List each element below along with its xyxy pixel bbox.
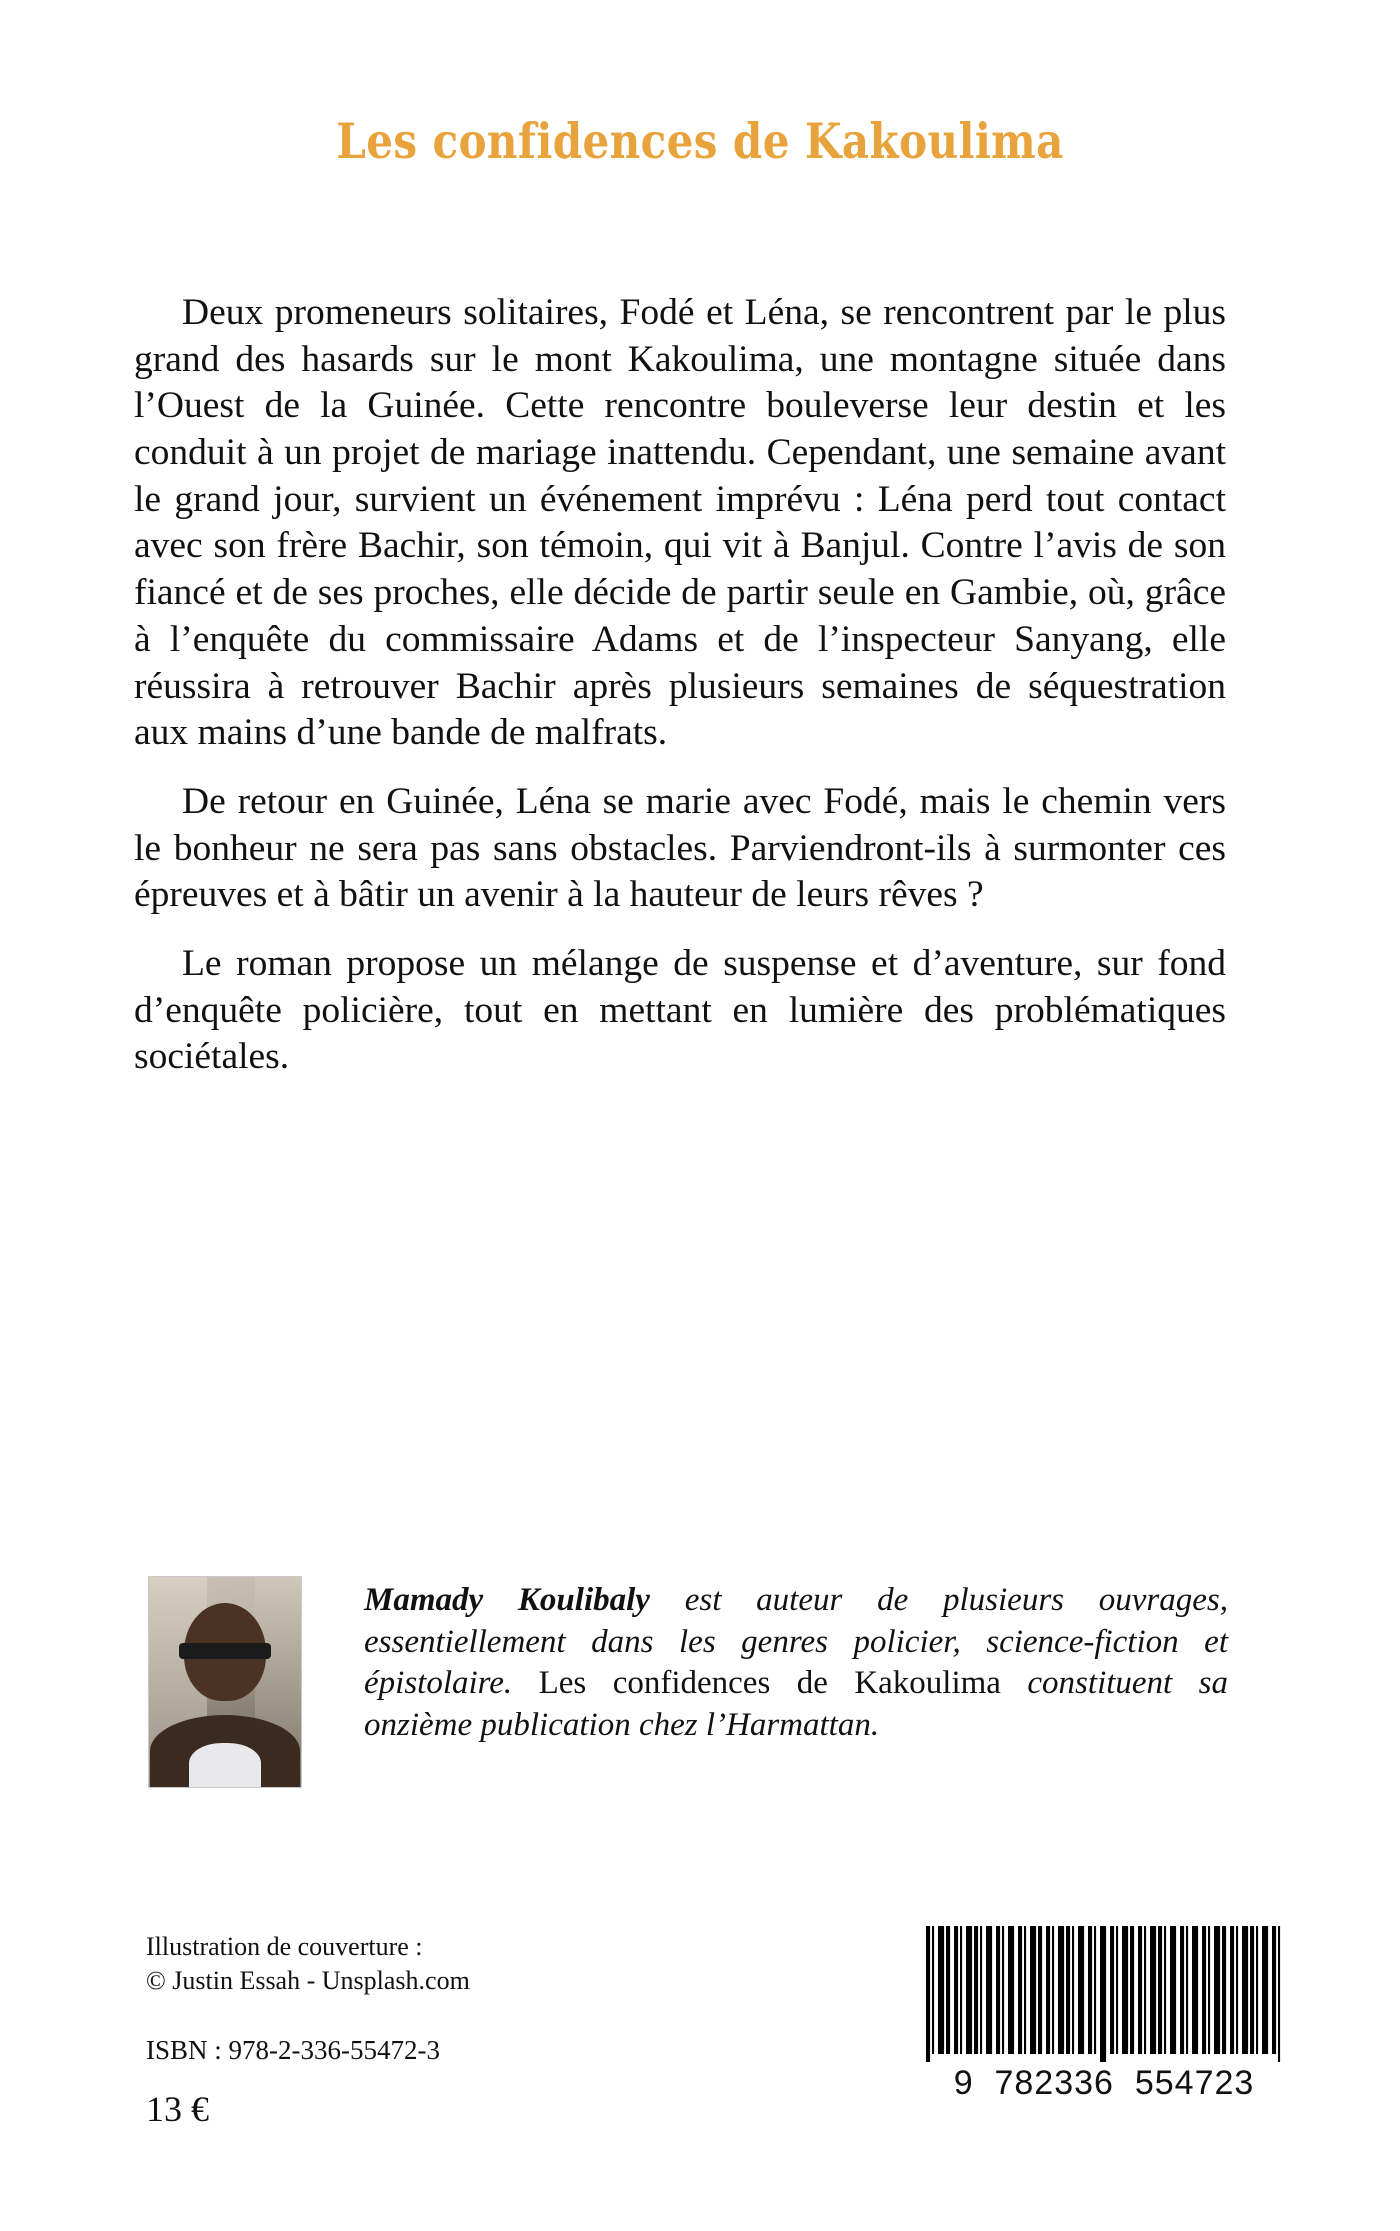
- author-name: Mamady Koulibaly: [364, 1582, 650, 1618]
- author-bio-part1: est auteur de plusieurs ouvrages, essentiellement dans les genres policier, science-fiction et épistolaire.: [364, 1582, 1228, 1702]
- blurb-paragraph: Deux promeneurs solitaires, Fodé et Léna, se rencontrent par le plus grand des hasards sur le mont Kakoulima, une montagne située dans l’Ouest de la Guinée. Cette rencontre bouleverse leur destin et les conduit à un projet de mariage inattendu. Cependant, une semaine avant le grand jour, survient un événement imprévu : Léna perd tout contact avec son frère Bachir, son témoin, qui vit à Banjul. Contre l’avis de son fiancé et de ses proches, elle décide de partir seule en Gambie, où, grâce à l’enquête du commissaire Adams et de l’inspecteur Sanyang, elle réussira à retrouver Bachir après plusieurs semaines de séquestration aux mains d’une bande de malfrats.: [134, 292, 1226, 754]
- blurb-text: [134, 290, 1226, 1081]
- author-bio-part2: constituent sa onzième publication chez l’Harmattan.: [364, 1665, 1229, 1743]
- price-text: 13 €: [146, 2088, 209, 2129]
- author-bio: [364, 1576, 1228, 1746]
- blurb-paragraph: De retour en Guinée, Léna se marie avec Fodé, mais le chemin vers le bonheur ne sera pas sans obstacles. Parviendront-ils à surmonter ces épreuves et à bâtir un avenir à la hauteur de leurs rêves ?: [134, 780, 1226, 916]
- cover-credit-line-1: Illustration de couverture :: [146, 1932, 423, 1961]
- portrait-shirt: [189, 1743, 261, 1787]
- author-bio-title: Les confidences de Kakoulima: [538, 1665, 1001, 1702]
- author-block: [148, 1576, 1228, 1788]
- author-portrait-photo: [148, 1576, 302, 1788]
- portrait-glasses: [179, 1643, 271, 1659]
- barcode-digits: 9 782336 554723: [953, 2064, 1255, 2102]
- barcode-block: [926, 1926, 1282, 2103]
- blurb-paragraph: Le roman propose un mélange de suspense et d’aventure, sur fond d’enquête policière, tout en mettant en lumière des problématiques sociétales.: [134, 942, 1226, 1078]
- barcode-image: [926, 1926, 1282, 2062]
- cover-credit-line-2: © Justin Essah - Unsplash.com: [146, 1966, 470, 1996]
- book-title: Les confidences de Kakoulima: [336, 112, 1064, 170]
- isbn-text: ISBN : 978-2-336-55472-3: [146, 2034, 440, 2065]
